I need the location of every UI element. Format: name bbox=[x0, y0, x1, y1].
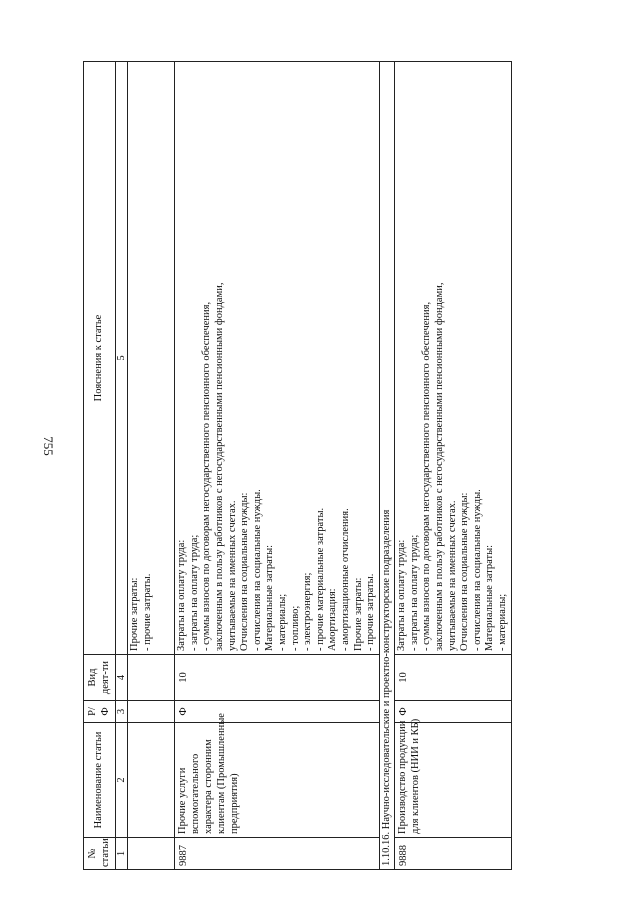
item-code: 9887 bbox=[175, 838, 380, 870]
column-number-4: 4 bbox=[116, 655, 128, 701]
header-item-number: № статьи bbox=[84, 838, 116, 870]
table-row-continued bbox=[128, 62, 175, 870]
item-code: 9888 bbox=[395, 838, 511, 870]
item-activity: 10 bbox=[175, 655, 380, 701]
item-name: Прочие услуги вспомогательного характера сторонним клиентам (Промышленные предприятия) bbox=[175, 723, 380, 838]
column-number-2: 2 bbox=[116, 723, 128, 838]
item-rf: Ф bbox=[395, 701, 511, 723]
rotated-content bbox=[83, 62, 626, 870]
rotated-page bbox=[83, 62, 626, 870]
cost-items-table bbox=[83, 61, 512, 870]
section-header-row bbox=[379, 62, 395, 870]
explanation-cell: Затраты на оплату труда: - затраты на оплату труда; - суммы взносов по договорам негосударственного пенсионного обеспечения, заключенным в пользу работников с негосударственными пенсионными фондами, учитываемые на именных счетах. Отчисления на социальные нужды: - отчисления на социальные нужды. Материальные затраты: - материалы; bbox=[395, 62, 511, 655]
item-activity: 10 bbox=[395, 655, 511, 701]
header-item-name: Наименование статьи bbox=[84, 723, 116, 838]
column-number-5: 5 bbox=[116, 62, 128, 655]
item-rf: Ф bbox=[175, 701, 380, 723]
header-rf: Р/ Ф bbox=[84, 701, 116, 723]
table-row-9888 bbox=[395, 62, 511, 870]
header-explanation: Пояснения к статье bbox=[84, 62, 116, 655]
explanation-cell: Прочие затраты: - прочие затраты. bbox=[128, 62, 175, 655]
item-name: Производство продукции для клиентов (НИИ и КБ) bbox=[395, 723, 511, 838]
column-numbers-row bbox=[116, 62, 128, 870]
header-activity-type: Вид деят-ти bbox=[84, 655, 116, 701]
header-row bbox=[84, 62, 116, 870]
column-number-3: 3 bbox=[116, 701, 128, 723]
section-title: 1.10.16. Научно-исследовательские и проектно-конструкторские подразделения bbox=[379, 62, 395, 870]
explanation-cell: Затраты на оплату труда: - затраты на оплату труда; - суммы взносов по договорам негосударственного пенсионного обеспечения, заключенным в пользу работников с негосударственными пенсионными фондами, учитываемые на именных счетах. Отчисления на социальные нужды: - отчисления на социальные нужды. Материальные затраты: - материалы; - топливо; - электроэнергия; - прочие материальные затраты. Амортизация: - амортизационные отчисления. Прочие затраты: - прочие затраты. bbox=[175, 62, 380, 655]
page-number: 755 bbox=[41, 436, 56, 456]
table-row-9887 bbox=[175, 62, 380, 870]
column-number-1: 1 bbox=[116, 838, 128, 870]
